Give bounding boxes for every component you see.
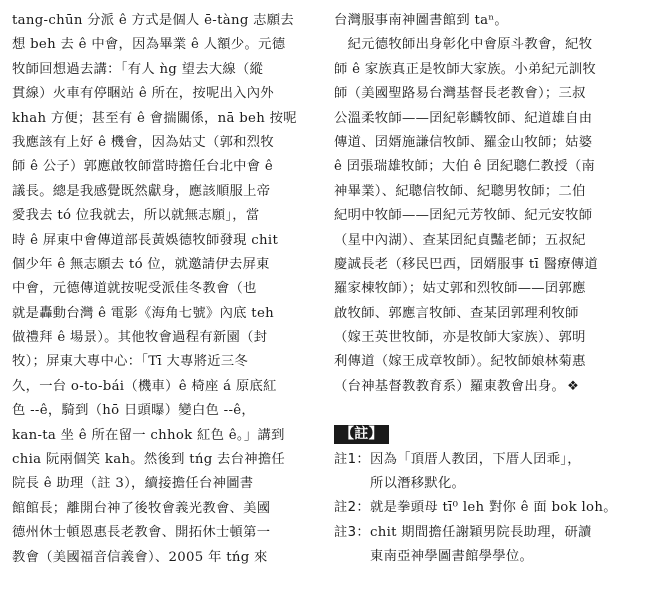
note-text: chit 期間擔任謝穎男院長助理，研讀 — [369, 524, 592, 540]
notes-list — [334, 448, 639, 570]
left-column-line: 我應該有上好 ê 機會，因為姑丈（郭和烈牧 — [12, 134, 274, 150]
right-column-line: 慶誠長老（移民巴西，囝婿服事 tī 醫療傳道 — [334, 256, 598, 272]
left-column-line: 時 ê 屏東中會傳道部長黃娛德牧師發現 chit — [12, 232, 279, 248]
left-column-line: 議長。總是我感覺既然獻身，應該順服上帝 — [12, 183, 271, 199]
right-column-line: 傳道、囝婿施謙信牧師、羅金山牧師；姑婆 — [334, 134, 593, 150]
left-column-line: 德州休士頓恩惠長老教會、開拓休士頓第一 — [12, 525, 271, 541]
left-column-line: 館館長；離開台神了後牧會義光教會、美國 — [12, 500, 271, 516]
left-column-line: 久，一台 o-to-bái（機車）ê 椅座 á 原底紅 — [12, 378, 277, 394]
right-column-line: （嫁王英世牧師，亦是牧師大家族）、郭明 — [334, 330, 586, 346]
note-line — [334, 448, 639, 472]
left-column-line: 色 --ê，騎到（hō 日頭曝）變白色 --ê， — [12, 403, 256, 419]
right-column-line: ê 囝張瑞雄牧師；大伯 ê 囝紀聰仁教授（南 — [334, 159, 596, 175]
section-gap — [334, 399, 639, 423]
right-column-line: （星中內湖）、查某囝紀貞豔老師；五叔紀 — [334, 232, 586, 248]
right-column-line: 紀明中牧師——囝紀元芳牧師、紀元安牧師 — [334, 208, 593, 224]
note-text: 東南亞神學圖書館學學位。 — [369, 549, 534, 565]
left-column-line: khah 方便；甚至有 ê 會揣關係，nā beh 按呢 — [12, 110, 297, 126]
left-column-line: 院長 ê 助理（註 3），續接擔任台神圖書 — [12, 476, 254, 492]
right-column-line: 紀元德牧師出身彰化中會原斗教會，紀牧 — [334, 37, 593, 53]
right-column-line: 公溫柔牧師——囝紀彰麟牧師、紀道雄自由 — [334, 110, 593, 126]
note-label: 註2： — [334, 500, 370, 516]
note-text: 因為「頂厝人教囝，下厝人囝乖」， — [369, 451, 581, 467]
left-column-line: 想 beh 去 ê 中會，因為畢業 ê 人額少。元德 — [12, 37, 286, 53]
left-column-line: 做禮拜 ê 場景）。其他牧會過程有新園（封 — [12, 330, 268, 346]
note-line — [334, 472, 639, 496]
left-column-line: tang-chūn 分派 ê 方式是個人 ē-tàng 志願去 — [12, 13, 294, 28]
note-line — [334, 521, 639, 545]
right-column-line: 神畢業）、紀聰信牧師、紀聰男牧師；二伯 — [334, 183, 586, 199]
notes-heading: 【註】 — [334, 425, 389, 444]
right-column-line: 利傳道（嫁王成章牧師）。紀牧師娘林菊惠 — [334, 354, 586, 370]
note-label: 註1： — [334, 451, 370, 467]
right-column-line: 師 ê 家族真正是牧師大家族。小弟紀元訓牧 — [334, 61, 596, 77]
right-column — [334, 9, 639, 570]
right-column-line: 師（美國聖路易台灣基督長老教會）；三叔 — [334, 86, 586, 102]
right-column-line: 台灣服事南神圖書館到 taⁿ。 — [334, 13, 509, 28]
left-column-line: kan-ta 坐 ê 所在留一 chhok 紅色 ê。」講到 — [12, 427, 285, 443]
note-label: 註3： — [334, 524, 370, 540]
left-column-line: 牧）；屏東大專中心：「Tī 大專將近三冬 — [12, 354, 249, 370]
left-column — [12, 9, 312, 570]
note-line — [334, 545, 639, 569]
note-line — [334, 496, 639, 520]
left-column-line: 中會，元德傳道就按呢受派佳冬教會（也 — [12, 281, 257, 297]
right-column-line: （台神基督教教育系）羅東教會出身。 ❖ — [334, 375, 639, 399]
note-text: 就是拳頭母 tī⁰ leh 對你 ê 面 bok loh。 — [369, 500, 617, 516]
left-column-line: 貫線）火車有停睏站 ê 所在，按呢出入內外 — [12, 86, 274, 102]
left-column-line: 愛我去 tó 位我就去，所以就無志願」，當 — [12, 208, 260, 224]
right-column-line: 啟牧師、郭應言牧師、查某囝郭理利牧師 — [334, 305, 579, 321]
left-column-line: 個少年 ê 無志願去 tó 位，就邀請伊去屏東 — [12, 256, 270, 272]
left-column-line: 牧師回想過去講：「有人 ǹg 望去大線（縱 — [12, 61, 264, 77]
left-column-line: 就是轟動台灣 ê 電影《海角七號》內底 teh — [12, 305, 274, 321]
left-column-line: 師 ê 公子）郭應啟牧師當時擔任台北中會 ê — [12, 159, 274, 175]
left-column-line: chia 阮兩個笑 kah。然後到 tńg 去台神擔任 — [12, 452, 286, 468]
left-column-line: 教會（美國福音信義會）、2005 年 tńg 來 — [12, 549, 268, 565]
right-column-text — [334, 9, 639, 399]
note-text: 所以潛移默化。 — [369, 476, 466, 492]
right-column-line: 羅家棟牧師）；姑丈郭和烈牧師——囝郭應 — [334, 281, 586, 297]
end-mark-icon: ❖ — [567, 378, 580, 394]
left-column-text — [12, 9, 312, 570]
